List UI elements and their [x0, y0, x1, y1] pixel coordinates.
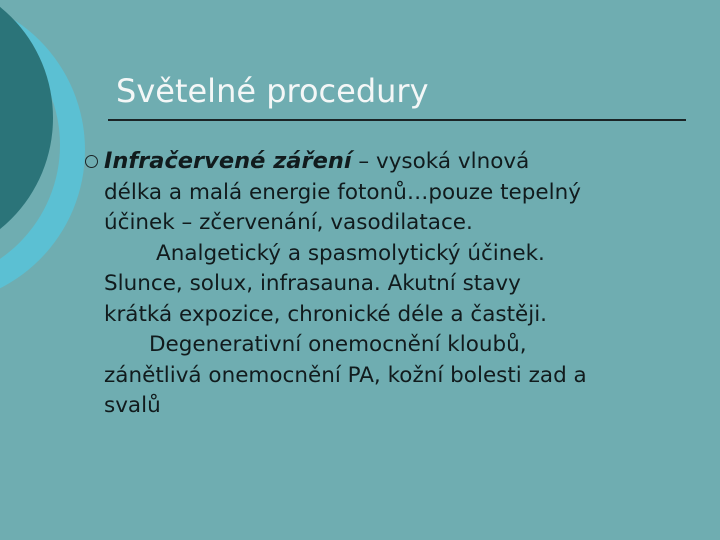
bullet-line-3: účinek – zčervenání, vasodilatace. [104, 210, 473, 235]
bullet-line-4: Analgetický a spasmolytický účinek. [156, 240, 545, 266]
bullet-line-9: svalů [104, 393, 161, 418]
title-divider [108, 119, 686, 121]
bullet-text [104, 146, 694, 422]
bullet-term: Infračervené záření [104, 148, 352, 174]
bullet-line-2: délka a malá energie fotonů…pouze tepelný [104, 179, 581, 205]
bullet-line-6: krátká expozice, chronické déle a častěji. [104, 301, 548, 327]
bullet-line-7: Degenerativní onemocnění kloubů, [149, 332, 527, 357]
bullet-line-8: zánětlivá onemocnění PA, kožní bolesti zad a [104, 362, 587, 388]
bullet-line-5: Slunce, solux, infrasauna. Akutní stavy [104, 271, 521, 296]
bullet-circle-icon [85, 155, 98, 168]
decorative-arcs [0, 0, 120, 320]
bullet-line-1-rest: – vysoká vlnová [351, 149, 530, 174]
bullet-line-1 [104, 146, 694, 178]
slide-title: Světelné procedury [116, 72, 429, 110]
